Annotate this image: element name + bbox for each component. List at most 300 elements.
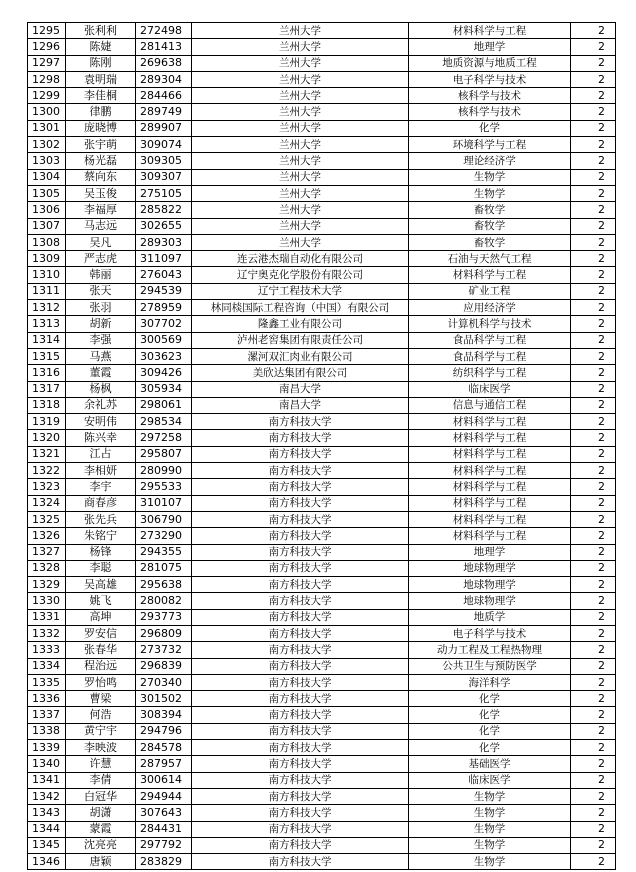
count-cell: 2 [571, 267, 616, 283]
institution-cell: 兰州大学 [192, 218, 409, 234]
table-row [28, 495, 616, 511]
table-row [28, 120, 616, 136]
row-number-cell: 1326 [28, 528, 66, 544]
count-cell: 2 [571, 153, 616, 169]
institution-cell: 兰州大学 [192, 23, 409, 39]
count-cell: 2 [571, 397, 616, 413]
row-number-cell: 1299 [28, 88, 66, 104]
person-name-cell: 严志虎 [66, 251, 136, 267]
person-id-cell: 307702 [136, 316, 192, 332]
count-cell: 2 [571, 71, 616, 87]
institution-cell: 南方科技大学 [192, 740, 409, 756]
count-cell: 2 [571, 234, 616, 250]
person-name-cell: 何浩 [66, 707, 136, 723]
table-row [28, 234, 616, 250]
person-name-cell: 许慧 [66, 756, 136, 772]
table-row [28, 772, 616, 788]
institution-cell: 兰州大学 [192, 88, 409, 104]
person-name-cell: 李聪 [66, 560, 136, 576]
count-cell: 2 [571, 218, 616, 234]
count-cell: 2 [571, 625, 616, 641]
table-body [28, 23, 616, 870]
person-id-cell: 305934 [136, 381, 192, 397]
institution-cell: 兰州大学 [192, 234, 409, 250]
institution-cell: 南方科技大学 [192, 414, 409, 430]
person-id-cell: 289303 [136, 234, 192, 250]
table-row [28, 560, 616, 576]
discipline-cell: 生物学 [409, 854, 571, 870]
person-name-cell: 律鹏 [66, 104, 136, 120]
count-cell: 2 [571, 202, 616, 218]
count-cell: 2 [571, 316, 616, 332]
discipline-cell: 环境科学与工程 [409, 137, 571, 153]
person-name-cell: 杨锋 [66, 544, 136, 560]
table-row [28, 348, 616, 364]
institution-cell: 南方科技大学 [192, 511, 409, 527]
person-id-cell: 309074 [136, 137, 192, 153]
institution-cell: 美欣达集团有限公司 [192, 365, 409, 381]
count-cell: 2 [571, 609, 616, 625]
person-id-cell: 281413 [136, 39, 192, 55]
institution-cell: 南昌大学 [192, 381, 409, 397]
person-id-cell: 284578 [136, 740, 192, 756]
discipline-cell: 化学 [409, 120, 571, 136]
table-row [28, 674, 616, 690]
person-id-cell: 300614 [136, 772, 192, 788]
table-row [28, 658, 616, 674]
person-id-cell: 293773 [136, 609, 192, 625]
person-id-cell: 309426 [136, 365, 192, 381]
person-name-cell: 马燕 [66, 348, 136, 364]
row-number-cell: 1312 [28, 300, 66, 316]
person-name-cell: 庞晓博 [66, 120, 136, 136]
institution-cell: 南方科技大学 [192, 772, 409, 788]
row-number-cell: 1345 [28, 837, 66, 853]
table-row [28, 479, 616, 495]
count-cell: 2 [571, 495, 616, 511]
count-cell: 2 [571, 658, 616, 674]
count-cell: 2 [571, 788, 616, 804]
person-id-cell: 295807 [136, 446, 192, 462]
row-number-cell: 1332 [28, 625, 66, 641]
person-name-cell: 罗怡鸣 [66, 674, 136, 690]
table-row [28, 251, 616, 267]
institution-cell: 南方科技大学 [192, 577, 409, 593]
discipline-cell: 化学 [409, 723, 571, 739]
person-id-cell: 294539 [136, 283, 192, 299]
person-id-cell: 287957 [136, 756, 192, 772]
institution-cell: 兰州大学 [192, 202, 409, 218]
discipline-cell: 材料科学与工程 [409, 528, 571, 544]
person-id-cell: 294796 [136, 723, 192, 739]
person-name-cell: 胡新 [66, 316, 136, 332]
person-name-cell: 张羽 [66, 300, 136, 316]
person-id-cell: 280990 [136, 463, 192, 479]
table-row [28, 185, 616, 201]
row-number-cell: 1338 [28, 723, 66, 739]
count-cell: 2 [571, 185, 616, 201]
table-row [28, 528, 616, 544]
discipline-cell: 畜牧学 [409, 218, 571, 234]
person-id-cell: 283829 [136, 854, 192, 870]
discipline-cell: 材料科学与工程 [409, 511, 571, 527]
person-id-cell: 301502 [136, 691, 192, 707]
discipline-cell: 电子科学与技术 [409, 71, 571, 87]
row-number-cell: 1315 [28, 348, 66, 364]
person-name-cell: 李相妍 [66, 463, 136, 479]
count-cell: 2 [571, 23, 616, 39]
person-id-cell: 280082 [136, 593, 192, 609]
table-row [28, 821, 616, 837]
institution-cell: 南方科技大学 [192, 805, 409, 821]
table-row [28, 55, 616, 71]
institution-cell: 漯河双汇肉业有限公司 [192, 348, 409, 364]
row-number-cell: 1318 [28, 397, 66, 413]
institution-cell: 南方科技大学 [192, 528, 409, 544]
count-cell: 2 [571, 511, 616, 527]
count-cell: 2 [571, 55, 616, 71]
discipline-cell: 材料科学与工程 [409, 23, 571, 39]
count-cell: 2 [571, 283, 616, 299]
person-id-cell: 295533 [136, 479, 192, 495]
count-cell: 2 [571, 463, 616, 479]
person-id-cell: 284431 [136, 821, 192, 837]
discipline-cell: 石油与天然气工程 [409, 251, 571, 267]
row-number-cell: 1344 [28, 821, 66, 837]
person-name-cell: 唐颖 [66, 854, 136, 870]
person-id-cell: 298534 [136, 414, 192, 430]
discipline-cell: 材料科学与工程 [409, 430, 571, 446]
person-id-cell: 276043 [136, 267, 192, 283]
person-name-cell: 杨光磊 [66, 153, 136, 169]
count-cell: 2 [571, 332, 616, 348]
row-number-cell: 1310 [28, 267, 66, 283]
row-number-cell: 1325 [28, 511, 66, 527]
row-number-cell: 1341 [28, 772, 66, 788]
person-id-cell: 296809 [136, 625, 192, 641]
count-cell: 2 [571, 691, 616, 707]
institution-cell: 南方科技大学 [192, 658, 409, 674]
row-number-cell: 1321 [28, 446, 66, 462]
person-name-cell: 陈婕 [66, 39, 136, 55]
row-number-cell: 1330 [28, 593, 66, 609]
institution-cell: 南方科技大学 [192, 691, 409, 707]
institution-cell: 南方科技大学 [192, 479, 409, 495]
person-id-cell: 297258 [136, 430, 192, 446]
discipline-cell: 基础医学 [409, 756, 571, 772]
row-number-cell: 1305 [28, 185, 66, 201]
count-cell: 2 [571, 837, 616, 853]
institution-cell: 林同棪国际工程咨询（中国）有限公司 [192, 300, 409, 316]
row-number-cell: 1319 [28, 414, 66, 430]
row-number-cell: 1343 [28, 805, 66, 821]
institution-cell: 兰州大学 [192, 55, 409, 71]
person-id-cell: 296839 [136, 658, 192, 674]
count-cell: 2 [571, 723, 616, 739]
table-row [28, 283, 616, 299]
table-row [28, 691, 616, 707]
row-number-cell: 1322 [28, 463, 66, 479]
person-id-cell: 273732 [136, 642, 192, 658]
table-row [28, 642, 616, 658]
row-number-cell: 1346 [28, 854, 66, 870]
person-id-cell: 294355 [136, 544, 192, 560]
table-row [28, 202, 616, 218]
table-row [28, 609, 616, 625]
table-row [28, 365, 616, 381]
institution-cell: 南方科技大学 [192, 821, 409, 837]
row-number-cell: 1328 [28, 560, 66, 576]
table-row [28, 511, 616, 527]
count-cell: 2 [571, 756, 616, 772]
person-name-cell: 袁明瑞 [66, 71, 136, 87]
row-number-cell: 1304 [28, 169, 66, 185]
person-id-cell: 284466 [136, 88, 192, 104]
count-cell: 2 [571, 39, 616, 55]
count-cell: 2 [571, 805, 616, 821]
discipline-cell: 材料科学与工程 [409, 267, 571, 283]
row-number-cell: 1317 [28, 381, 66, 397]
count-cell: 2 [571, 707, 616, 723]
row-number-cell: 1313 [28, 316, 66, 332]
row-number-cell: 1316 [28, 365, 66, 381]
institution-cell: 连云港杰瑞自动化有限公司 [192, 251, 409, 267]
discipline-cell: 地质资源与地质工程 [409, 55, 571, 71]
person-name-cell: 张天 [66, 283, 136, 299]
discipline-cell: 动力工程及工程热物理 [409, 642, 571, 658]
discipline-cell: 生物学 [409, 169, 571, 185]
person-name-cell: 白冠华 [66, 788, 136, 804]
person-id-cell: 303623 [136, 348, 192, 364]
institution-cell: 兰州大学 [192, 39, 409, 55]
table-row [28, 788, 616, 804]
person-id-cell: 285822 [136, 202, 192, 218]
count-cell: 2 [571, 854, 616, 870]
person-id-cell: 289907 [136, 120, 192, 136]
person-name-cell: 高坤 [66, 609, 136, 625]
person-id-cell: 308394 [136, 707, 192, 723]
discipline-cell: 化学 [409, 707, 571, 723]
person-name-cell: 胡潇 [66, 805, 136, 821]
data-table [27, 22, 616, 870]
discipline-cell: 食品科学与工程 [409, 348, 571, 364]
person-id-cell: 270340 [136, 674, 192, 690]
discipline-cell: 材料科学与工程 [409, 446, 571, 462]
person-name-cell: 余礼苏 [66, 397, 136, 413]
person-name-cell: 张利利 [66, 23, 136, 39]
row-number-cell: 1296 [28, 39, 66, 55]
row-number-cell: 1309 [28, 251, 66, 267]
table-row [28, 381, 616, 397]
table-row [28, 837, 616, 853]
person-id-cell: 281075 [136, 560, 192, 576]
person-name-cell: 吴凡 [66, 234, 136, 250]
table-row [28, 756, 616, 772]
table-row [28, 88, 616, 104]
discipline-cell: 生物学 [409, 788, 571, 804]
row-number-cell: 1302 [28, 137, 66, 153]
person-name-cell: 杨枫 [66, 381, 136, 397]
row-number-cell: 1320 [28, 430, 66, 446]
table-row [28, 544, 616, 560]
person-name-cell: 李佳桐 [66, 88, 136, 104]
institution-cell: 南方科技大学 [192, 674, 409, 690]
table-row [28, 104, 616, 120]
table-row [28, 169, 616, 185]
discipline-cell: 电子科学与技术 [409, 625, 571, 641]
institution-cell: 南方科技大学 [192, 463, 409, 479]
person-name-cell: 张春华 [66, 642, 136, 658]
count-cell: 2 [571, 120, 616, 136]
person-name-cell: 陈兴幸 [66, 430, 136, 446]
row-number-cell: 1327 [28, 544, 66, 560]
institution-cell: 南方科技大学 [192, 707, 409, 723]
table-row [28, 463, 616, 479]
institution-cell: 南方科技大学 [192, 854, 409, 870]
row-number-cell: 1298 [28, 71, 66, 87]
row-number-cell: 1333 [28, 642, 66, 658]
table-row [28, 153, 616, 169]
table-row [28, 397, 616, 413]
discipline-cell: 生物学 [409, 805, 571, 821]
discipline-cell: 畜牧学 [409, 234, 571, 250]
discipline-cell: 地理学 [409, 39, 571, 55]
person-name-cell: 吴玉俊 [66, 185, 136, 201]
discipline-cell: 理论经济学 [409, 153, 571, 169]
person-name-cell: 董霞 [66, 365, 136, 381]
row-number-cell: 1324 [28, 495, 66, 511]
count-cell: 2 [571, 674, 616, 690]
person-id-cell: 307643 [136, 805, 192, 821]
person-id-cell: 309305 [136, 153, 192, 169]
institution-cell: 南方科技大学 [192, 544, 409, 560]
institution-cell: 兰州大学 [192, 104, 409, 120]
person-name-cell: 姚飞 [66, 593, 136, 609]
discipline-cell: 化学 [409, 691, 571, 707]
row-number-cell: 1334 [28, 658, 66, 674]
table-row [28, 23, 616, 39]
person-name-cell: 朱铭宁 [66, 528, 136, 544]
institution-cell: 辽宁奥克化学股份有限公司 [192, 267, 409, 283]
discipline-cell: 信息与通信工程 [409, 397, 571, 413]
count-cell: 2 [571, 137, 616, 153]
person-name-cell: 李强 [66, 332, 136, 348]
row-number-cell: 1311 [28, 283, 66, 299]
discipline-cell: 化学 [409, 740, 571, 756]
person-id-cell: 272498 [136, 23, 192, 39]
person-name-cell: 沈亮亮 [66, 837, 136, 853]
count-cell: 2 [571, 104, 616, 120]
discipline-cell: 生物学 [409, 837, 571, 853]
count-cell: 2 [571, 593, 616, 609]
discipline-cell: 核科学与技术 [409, 88, 571, 104]
count-cell: 2 [571, 446, 616, 462]
count-cell: 2 [571, 414, 616, 430]
institution-cell: 南方科技大学 [192, 837, 409, 853]
person-name-cell: 安明伟 [66, 414, 136, 430]
table-row [28, 723, 616, 739]
institution-cell: 南方科技大学 [192, 788, 409, 804]
discipline-cell: 材料科学与工程 [409, 463, 571, 479]
table-row [28, 137, 616, 153]
institution-cell: 南昌大学 [192, 397, 409, 413]
discipline-cell: 地质学 [409, 609, 571, 625]
person-name-cell: 吴高雄 [66, 577, 136, 593]
count-cell: 2 [571, 560, 616, 576]
row-number-cell: 1337 [28, 707, 66, 723]
discipline-cell: 临床医学 [409, 772, 571, 788]
person-id-cell: 273290 [136, 528, 192, 544]
table-row [28, 267, 616, 283]
discipline-cell: 海洋科学 [409, 674, 571, 690]
discipline-cell: 地理学 [409, 544, 571, 560]
institution-cell: 兰州大学 [192, 71, 409, 87]
discipline-cell: 材料科学与工程 [409, 479, 571, 495]
institution-cell: 南方科技大学 [192, 625, 409, 641]
row-number-cell: 1307 [28, 218, 66, 234]
row-number-cell: 1335 [28, 674, 66, 690]
discipline-cell: 地球物理学 [409, 593, 571, 609]
table-row [28, 414, 616, 430]
discipline-cell: 计算机科学与技术 [409, 316, 571, 332]
row-number-cell: 1308 [28, 234, 66, 250]
institution-cell: 隆鑫工业有限公司 [192, 316, 409, 332]
person-id-cell: 310107 [136, 495, 192, 511]
table-row [28, 71, 616, 87]
person-id-cell: 289304 [136, 71, 192, 87]
row-number-cell: 1331 [28, 609, 66, 625]
discipline-cell: 材料科学与工程 [409, 495, 571, 511]
person-name-cell: 陈刚 [66, 55, 136, 71]
person-id-cell: 306790 [136, 511, 192, 527]
institution-cell: 南方科技大学 [192, 642, 409, 658]
person-name-cell: 罗安信 [66, 625, 136, 641]
table-row [28, 707, 616, 723]
person-name-cell: 黄宁宇 [66, 723, 136, 739]
discipline-cell: 核科学与技术 [409, 104, 571, 120]
institution-cell: 南方科技大学 [192, 430, 409, 446]
count-cell: 2 [571, 821, 616, 837]
row-number-cell: 1297 [28, 55, 66, 71]
person-name-cell: 李映波 [66, 740, 136, 756]
count-cell: 2 [571, 430, 616, 446]
row-number-cell: 1329 [28, 577, 66, 593]
person-name-cell: 马志远 [66, 218, 136, 234]
count-cell: 2 [571, 88, 616, 104]
table-row [28, 218, 616, 234]
person-id-cell: 275105 [136, 185, 192, 201]
row-number-cell: 1306 [28, 202, 66, 218]
institution-cell: 南方科技大学 [192, 495, 409, 511]
person-name-cell: 李倩 [66, 772, 136, 788]
table-row [28, 625, 616, 641]
discipline-cell: 生物学 [409, 821, 571, 837]
person-name-cell: 张宇萌 [66, 137, 136, 153]
count-cell: 2 [571, 169, 616, 185]
institution-cell: 兰州大学 [192, 153, 409, 169]
table-row [28, 854, 616, 870]
person-name-cell: 李福厚 [66, 202, 136, 218]
person-id-cell: 302655 [136, 218, 192, 234]
person-id-cell: 269638 [136, 55, 192, 71]
discipline-cell: 公共卫生与预防医学 [409, 658, 571, 674]
count-cell: 2 [571, 251, 616, 267]
count-cell: 2 [571, 479, 616, 495]
table-row [28, 577, 616, 593]
count-cell: 2 [571, 772, 616, 788]
row-number-cell: 1323 [28, 479, 66, 495]
person-id-cell: 295638 [136, 577, 192, 593]
